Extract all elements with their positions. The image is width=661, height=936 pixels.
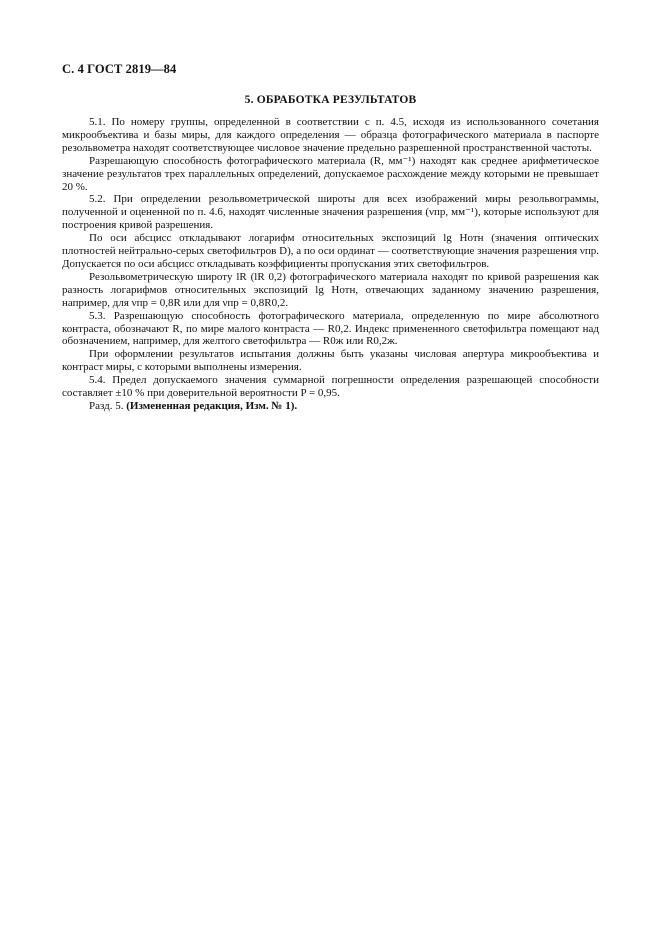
paragraph-results-format: При оформлении результатов испытания должны быть указаны числовая апертура микрообъектива и контраст миры, с которыми выполнены измерения. [62,348,599,374]
amendment-note [62,400,599,413]
paragraph-5-4: 5.4. Предел допускаемого значения суммарной погрешности определения разрешающей способности составляет ±10 % при доверительной вероятности P = 0,95. [62,374,599,400]
page-header: С. 4 ГОСТ 2819—84 [62,62,177,76]
paragraph-5-3: 5.3. Разрешающую способность фотографического материала, определенную по мире абсолютного контраста, обозначают R, по мире малого контраста — R0,2. Индекс примененного светофильтра помещают над обозначением, например, для желтого светофильтра — R0ж или R0,2ж. [62,309,599,348]
amendment-reference: (Измененная редакция, Изм. № 1). [126,399,298,412]
section-title: 5. ОБРАБОТКА РЕЗУЛЬТАТОВ [244,94,417,106]
paragraph-resolving-power: Разрешающую способность фотографического материала (R, мм⁻¹) находят как среднее арифметическое значение результатов трех параллельных определений, допускаемое расхождение между которыми не превышает 20 %. [62,154,599,193]
paragraph-5-1: 5.1. По номеру группы, определенной в соответствии с п. 4.5, исходя из использованного сочетания микрообъектива и базы миры, для каждого определения — образца фотографического материала в паспорте резольвометра находят соответствующее числовое значение предельно разрешенной пространственной частоты. [62,116,599,154]
paragraph-latitude: Резольвометрическую широту lR (lR 0,2) фотографического материала находят по кривой разрешения как разность логарифмов относительных экспозиций lg Hотн, отвечающих заданному значению разрешения, например, для νпр = 0,8R или для νпр = 0,8R0,2. [62,270,599,309]
paragraph-5-2: 5.2. При определении резольвометрической широты для всех изображений миры резольвограммы, полученной и оцененной по п. 4.6, находят численные значения разрешения (νпр, мм⁻¹), которые используют для построения кривой разрешения. [62,193,599,232]
amendment-prefix: Разд. 5. [89,399,127,412]
document-body [62,116,599,413]
paragraph-axes: По оси абсцисс откладывают логарифм относительных экспозиций lg Hотн (значения оптических плотностей нейтрально-серых светофильтров D), а по оси ординат — соответствующие значения разрешения νпр. Допускается по оси абсцисс откладывать коэффициенты пропускания этих светофильтров. [62,232,599,270]
